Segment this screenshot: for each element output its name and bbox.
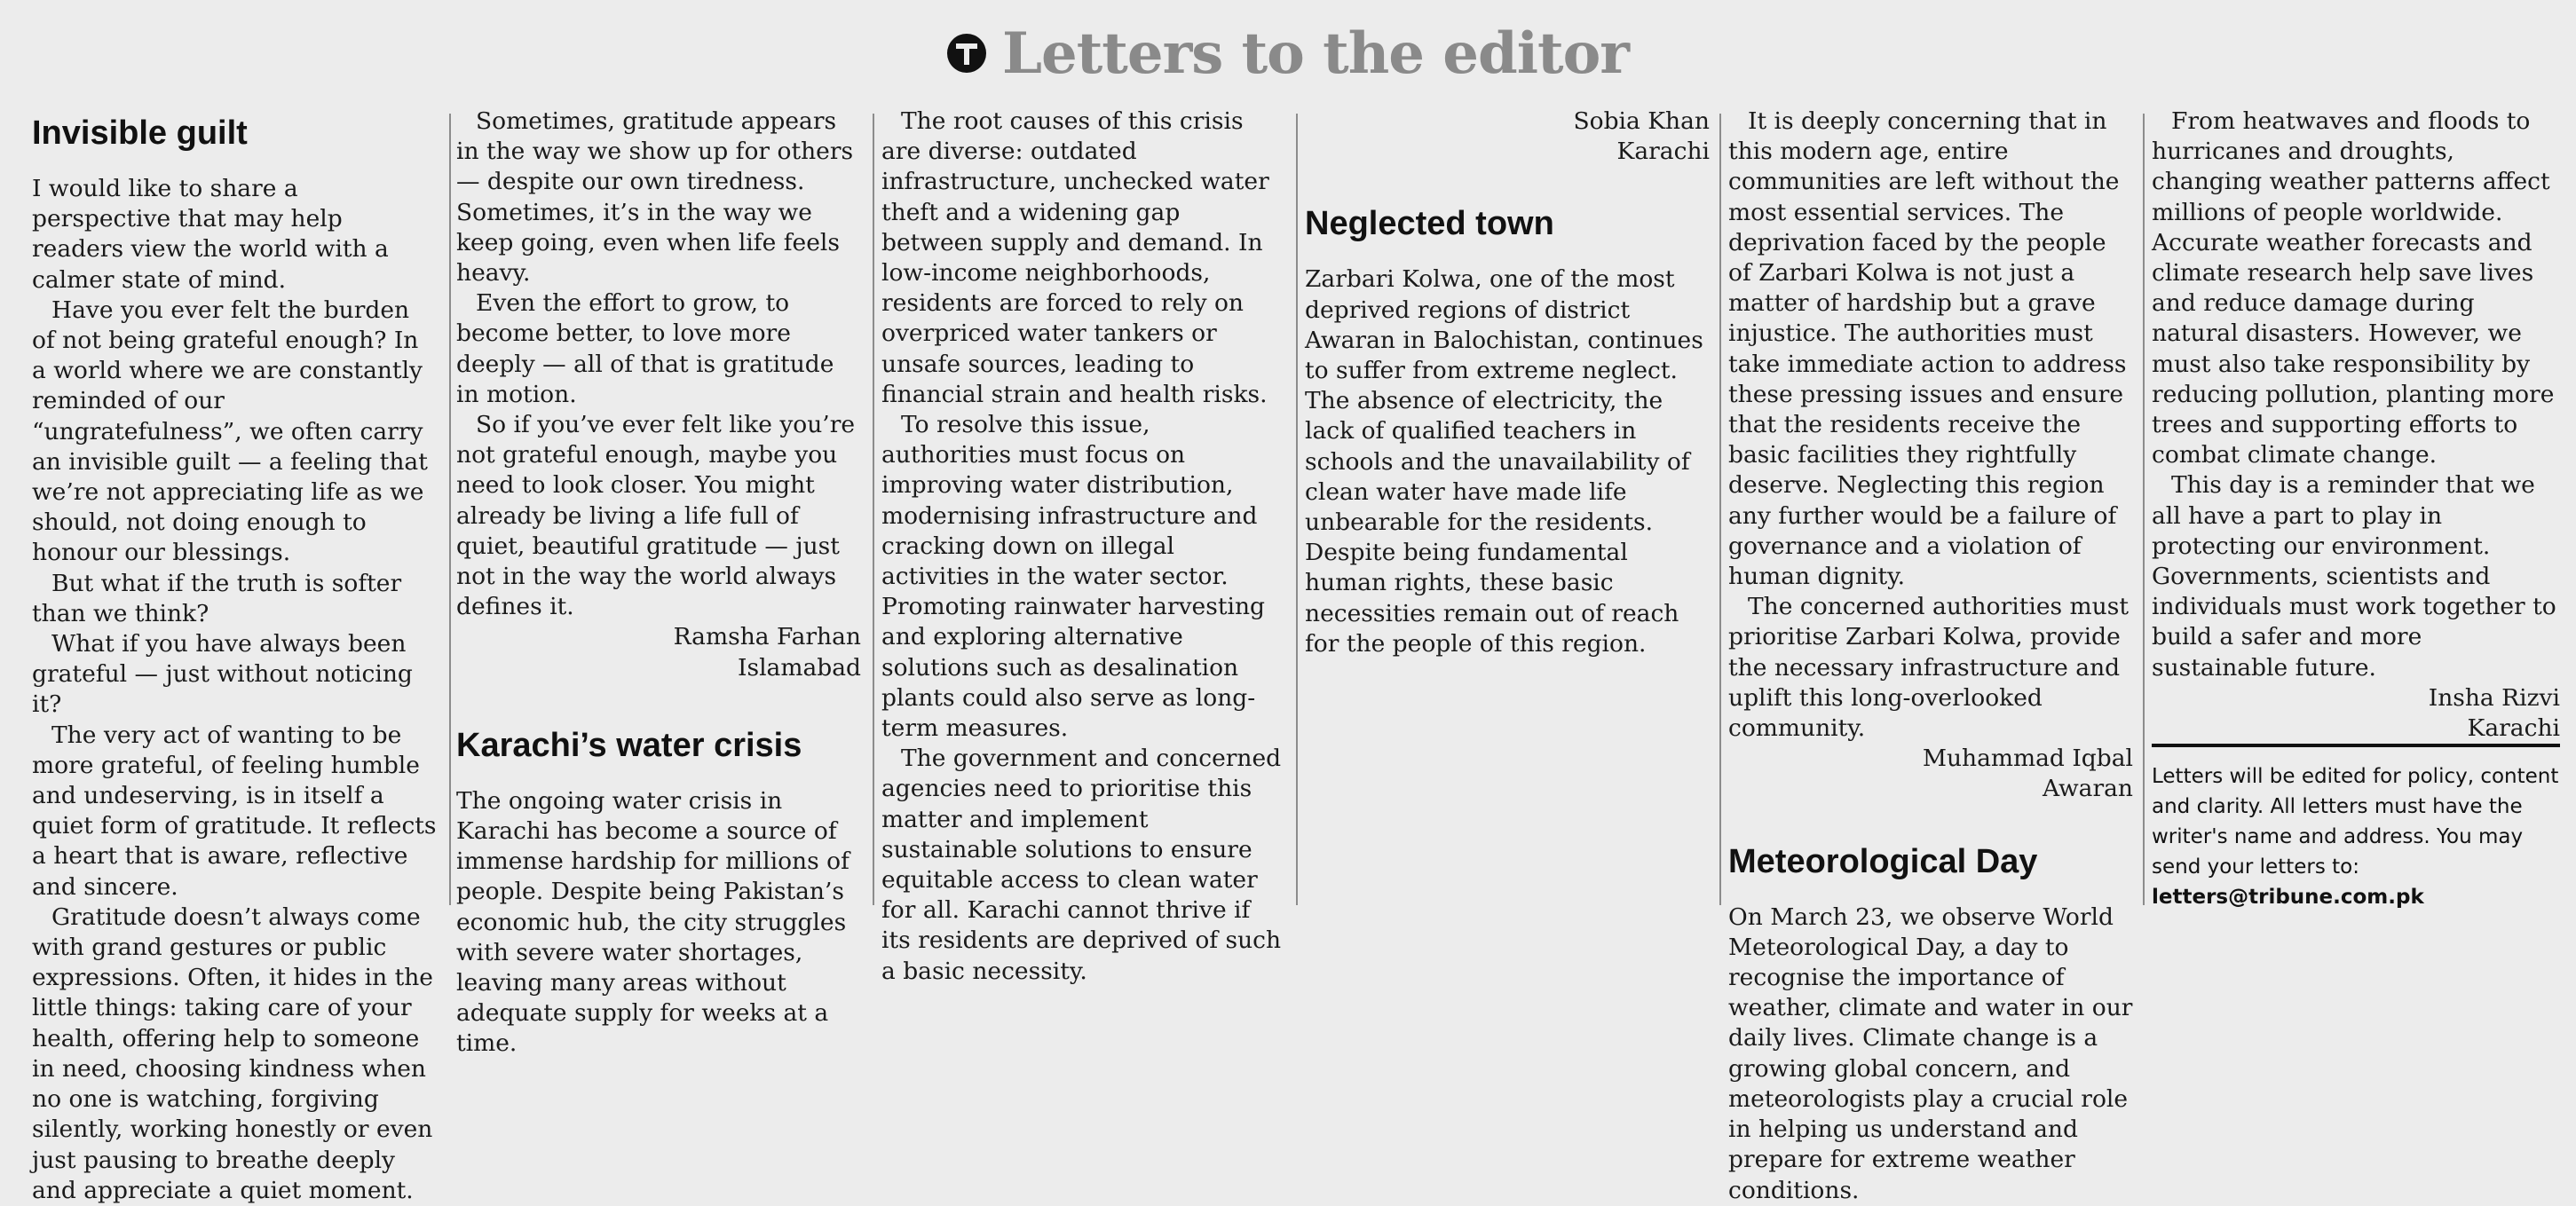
letter-paragraph: Even the effort to grow, to become better, to love more deeply — all of that is gratitude in motion.: [456, 289, 834, 408]
letter-headline: Invisible guilt: [32, 114, 248, 152]
letter-author: Insha Rizvi: [2428, 683, 2560, 712]
letter-city: Karachi: [1616, 138, 1710, 166]
column-1: [32, 106, 437, 1204]
letter-paragraph: It is deeply concerning that in this modern age, entire communities are left without the most essential services. The deprivation faced by the people of Zarbari Kolwa is not just a matter of hardship but a grave injustice. The authorities must take immediate action to address these pressing issues and ensure that the residents receive the basic facilities they rightfully deserve. Neglecting this region any further would be a failure of governance and a violation of human dignity.: [1728, 107, 2127, 591]
letter-paragraph: On March 23, we observe World Meteorological Day, a day to recognise the importance of weather, climate and water in our daily lives. Climate change is a growing global concern, and meteorologists play a crucial role in helping us understand and prepare for extreme weather conditions.: [1728, 903, 2133, 1204]
column-rule: [1296, 114, 1298, 905]
column-rule: [449, 114, 451, 905]
submission-notice: [2152, 744, 2560, 912]
column-5: [1728, 106, 2133, 1204]
column-4: [1305, 106, 1710, 914]
letter-paragraph: The concerned authorities must prioritise Zarbari Kolwa, provide the necessary infrastructure and uplift this long-overlooked community.: [1728, 593, 2129, 743]
letter-paragraph: This day is a reminder that we all have a part to play in protecting our environment. Governments, scientists and individuals must work together to build a safer and more sustainable future.: [2152, 471, 2556, 682]
letter-paragraph: To resolve this issue, authorities must focus on improving water distribution, modernising infrastructure and cracking down on illegal activities in the water sector. Promoting rainwater harvesting and exploring alternative solutions such as desalination plants could also serve as long-term measures.: [881, 411, 1265, 743]
letter-headline: Karachi’s water crisis: [456, 726, 802, 764]
column-2: [456, 106, 861, 1058]
letter-headline: Neglected town: [1305, 205, 1554, 243]
notice-email-link[interactable]: letters@tribune.com.pk: [2152, 886, 2424, 909]
letter-author: Ramsha Farhan: [673, 623, 861, 651]
column-rule: [2143, 114, 2145, 905]
letter-paragraph: Have you ever felt the burden of not being grateful enough? In a world where we are constantly reminded of our “ungratefulness”, we often carry an invisible guilt — a feeling that we’re not appreciating life as we should, not doing enough to honour our blessings.: [32, 296, 428, 567]
tribune-t-logo-icon: [947, 34, 986, 73]
letter-paragraph: The ongoing water crisis in Karachi has become a source of immense hardship for millions of people. Despite being Pakistan’s economic hub, the city struggles with severe water shortages, leaving many areas without adequate supply for weeks at a time.: [456, 786, 849, 1058]
letter-paragraph: Sometimes, gratitude appears in the way we show up for others — despite our own tiredness. Sometimes, it’s in the way we keep going, even when life feels heavy.: [456, 107, 854, 288]
letter-headline: Meteorological Day: [1728, 842, 2038, 880]
letter-paragraph: Gratitude doesn’t always come with grand gestures or public expressions. Often, it hides in the little things: taking care of your health, offering help to someone in need, choosing kindness when no one is watching, forgiving silently, working honestly or even just pausing to breathe deeply and appreciate a quiet moment.: [32, 903, 433, 1204]
letter-paragraph: The government and concerned agencies need to prioritise this matter and implement sustainable solutions to ensure equitable access to clean water for all. Karachi cannot thrive if its residents are deprived of such a basic necessity.: [881, 745, 1282, 985]
section-title: Letters to the editor: [1002, 20, 1629, 87]
column-6: [2152, 106, 2560, 743]
column-rule: [1719, 114, 1721, 905]
letter-city: Islamabad: [738, 653, 861, 682]
letter-paragraph: But what if the truth is softer than we think?: [32, 569, 402, 627]
letter-paragraph: Zarbari Kolwa, one of the most deprived regions of district Awaran in Balochistan, continues to suffer from extreme neglect. The absence of electricity, the lack of qualified teachers in schools and the unavailability of clean water have made life unbearable for the residents. Despite being fundamental human rights, these basic necessities remain out of reach for the people of this region.: [1305, 265, 1703, 658]
letter-paragraph: So if you’ve ever felt like you’re not grateful enough, maybe you need to look closer. You might already be living a life full of quiet, beautiful gratitude — just not in the way the world always defines it.: [456, 411, 856, 621]
letter-author: Muhammad Iqbal: [1922, 745, 2133, 773]
notice-text: Letters will be edited for policy, content and clarity. All letters must have the writer's name and address. You may send your letters to:: [2152, 765, 2559, 879]
letter-city: Karachi: [2467, 714, 2560, 743]
letter-paragraph: I would like to share a perspective that may help readers view the world with a calmer state of mind.: [32, 175, 389, 294]
letter-paragraph: The root causes of this crisis are diverse: outdated infrastructure, unchecked water theft and a widening gap between supply and demand. In low-income neighborhoods, residents are forced to rely on overpriced water tankers or unsafe sources, leading to financial strain and health risks.: [881, 107, 1269, 408]
column-3: [881, 106, 1286, 985]
column-rule: [873, 114, 874, 905]
letter-paragraph: What if you have always been grateful — just without noticing it?: [32, 630, 413, 719]
letter-paragraph: The very act of wanting to be more grateful, of feeling humble and undeserving, is in itself a quiet form of gratitude. It reflects a heart that is aware, reflective and sincere.: [32, 721, 437, 901]
letter-city: Awaran: [2043, 775, 2133, 803]
masthead: [0, 12, 2576, 94]
letter-author: Sobia Khan: [1573, 107, 1710, 135]
letter-paragraph: From heatwaves and floods to hurricanes and droughts, changing weather patterns affect millions of people worldwide. Accurate weather forecasts and climate research help save lives and reduce damage during natural disasters. However, we must also take responsibility by reducing pollution, planting more trees and supporting efforts to combat climate change.: [2152, 107, 2555, 469]
